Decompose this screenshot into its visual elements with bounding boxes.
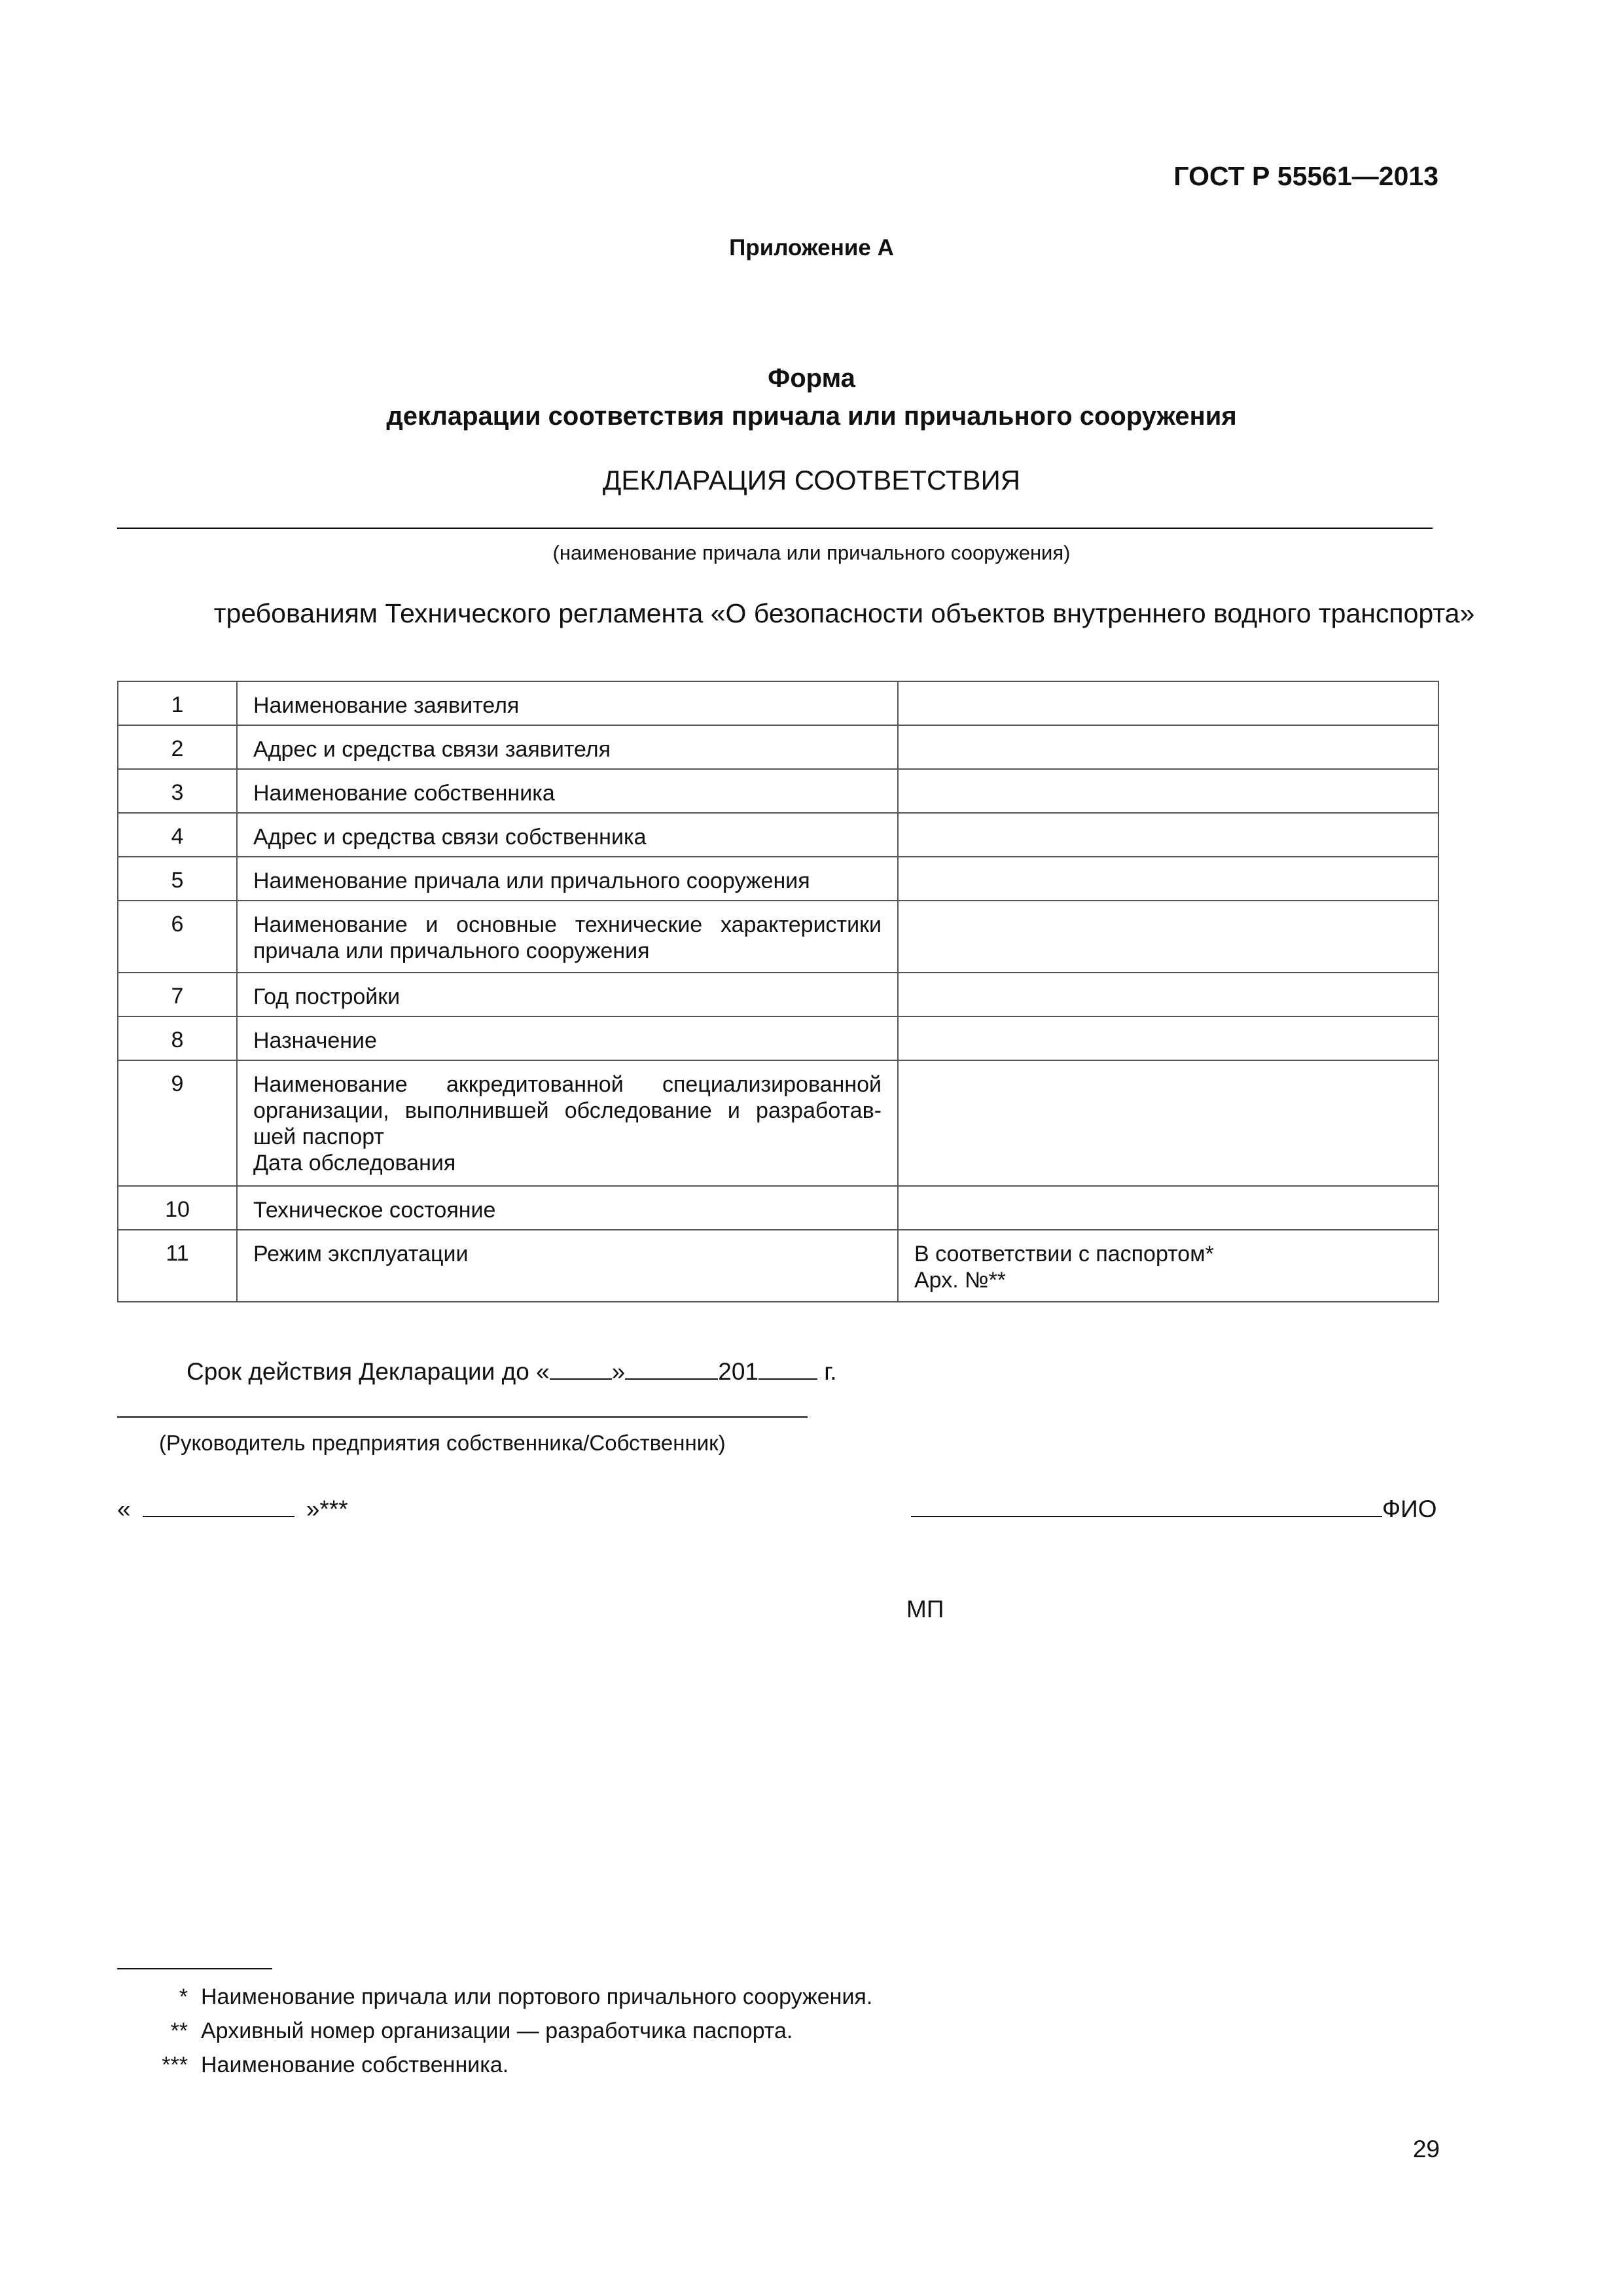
fio-line	[911, 1496, 1437, 1523]
validity-quote-close: »	[611, 1358, 626, 1385]
row-label-line: Наименование заявителя	[253, 693, 520, 718]
row-value-line: Арх. №**	[914, 1268, 1007, 1293]
declaration-table	[117, 681, 1439, 1302]
row-label-line: Адрес и средства связи собственника	[253, 825, 647, 850]
row-label-line: шей паспорт	[253, 1124, 384, 1149]
row-label	[237, 769, 898, 813]
row-label-line: Адрес и средства связи заявителя	[253, 737, 611, 762]
row-number: 4	[118, 813, 237, 857]
row-label	[237, 725, 898, 769]
validity-year-blank	[758, 1359, 817, 1380]
table-row	[118, 1060, 1438, 1186]
footnote	[117, 2014, 872, 2048]
row-value-line: В соответствии с паспортом*	[914, 1242, 1214, 1266]
row-number: 7	[118, 973, 237, 1016]
appendix-title: Приложение А	[729, 235, 894, 260]
row-value[interactable]	[898, 769, 1438, 813]
footnotes	[117, 1980, 872, 2082]
table-row	[118, 901, 1438, 973]
row-value[interactable]	[898, 813, 1438, 857]
validity-suffix: г.	[817, 1358, 837, 1385]
name-caption: (наименование причала или причального сооружения)	[552, 541, 1071, 564]
owner-blank	[143, 1496, 294, 1517]
signature-blank	[911, 1496, 1186, 1517]
row-value[interactable]	[898, 1186, 1438, 1230]
declaration-title: ДЕКЛАРАЦИЯ СООТВЕТСТВИЯ	[602, 465, 1021, 495]
row-label-line: Режим эксплуатации	[253, 1242, 469, 1266]
row-number: 3	[118, 769, 237, 813]
row-value[interactable]	[898, 1060, 1438, 1186]
row-label-line: Техническое состояние	[253, 1198, 496, 1223]
row-label	[237, 901, 898, 973]
row-number: 8	[118, 1016, 237, 1060]
row-label-line: Назначение	[253, 1028, 377, 1053]
row-number: 11	[118, 1230, 237, 1302]
row-number: 9	[118, 1060, 237, 1186]
table-row	[118, 857, 1438, 901]
signature-line	[117, 1416, 808, 1418]
row-label-line: Дата обследования	[253, 1151, 456, 1175]
row-label	[237, 857, 898, 901]
requirements-text: требованиям Технического регламента «О безопасности объектов внутреннего водного транспорта»	[213, 598, 1475, 628]
row-value[interactable]	[898, 681, 1438, 725]
standard-number: ГОСТ Р 55561—2013	[1173, 161, 1438, 191]
footnote	[117, 2048, 872, 2082]
footnote-mark: **	[170, 2018, 188, 2043]
row-number: 2	[118, 725, 237, 769]
row-label	[237, 1186, 898, 1230]
row-label-line: Наименование причала или причального сооружения	[253, 869, 810, 893]
validity-day-blank	[550, 1359, 612, 1380]
footnote-text: Наименование причала или портового причального сооружения.	[201, 1984, 873, 2009]
row-value[interactable]	[898, 973, 1438, 1016]
row-label-line: Наименование аккредитованной специализированной	[253, 1072, 882, 1097]
row-number: 6	[118, 901, 237, 973]
row-number: 1	[118, 681, 237, 725]
fio-blank	[1186, 1496, 1382, 1517]
footnote-rule	[117, 1968, 272, 1969]
validity-prefix: Срок действия Декларации до «	[187, 1358, 550, 1385]
validity-month-blank	[625, 1359, 718, 1380]
footnote-mark: *	[179, 1984, 188, 2009]
validity-year-prefix: 201	[718, 1358, 758, 1385]
page-number: 29	[1412, 2136, 1440, 2162]
row-label	[237, 813, 898, 857]
row-label	[237, 973, 898, 1016]
name-fill-line	[117, 528, 1433, 529]
signature-caption: (Руководитель предприятия собственника/Собственник)	[159, 1431, 726, 1455]
table-row	[118, 1230, 1438, 1302]
stamp-place: МП	[906, 1596, 944, 1623]
row-label	[237, 1230, 898, 1302]
form-heading-line2: декларации соответствия причала или причального сооружения	[386, 402, 1237, 431]
table-row	[118, 769, 1438, 813]
form-heading	[0, 359, 1623, 435]
table-row	[118, 1186, 1438, 1230]
row-value[interactable]	[898, 1016, 1438, 1060]
row-label	[237, 1060, 898, 1186]
quote-close: »***	[306, 1496, 348, 1522]
row-label-line: Год постройки	[253, 984, 401, 1009]
row-value[interactable]	[898, 901, 1438, 973]
row-label	[237, 681, 898, 725]
validity-line	[187, 1358, 837, 1386]
row-value[interactable]	[898, 857, 1438, 901]
table-row	[118, 681, 1438, 725]
fio-label: ФИО	[1382, 1496, 1437, 1522]
row-label-line: причала или причального сооружения	[253, 939, 650, 963]
owner-quote	[117, 1496, 348, 1523]
row-label-line: организации, выполнившей обследование и разработав-	[253, 1098, 882, 1123]
footnote-mark: ***	[162, 2053, 188, 2077]
footnote-text: Наименование собственника.	[201, 2053, 509, 2077]
table-row	[118, 973, 1438, 1016]
footnote-text: Архивный номер организации — разработчика паспорта.	[201, 2018, 793, 2043]
footnote	[117, 1980, 872, 2014]
table-row	[118, 1016, 1438, 1060]
quote-open: «	[117, 1496, 131, 1522]
table-row	[118, 725, 1438, 769]
row-number: 10	[118, 1186, 237, 1230]
row-label	[237, 1016, 898, 1060]
row-value[interactable]	[898, 725, 1438, 769]
form-heading-line1: Форма	[768, 364, 855, 393]
row-number: 5	[118, 857, 237, 901]
table-row	[118, 813, 1438, 857]
row-value[interactable]	[898, 1230, 1438, 1302]
row-label-line: Наименование и основные технические характеристики	[253, 912, 882, 937]
row-label-line: Наименование собственника	[253, 781, 555, 806]
